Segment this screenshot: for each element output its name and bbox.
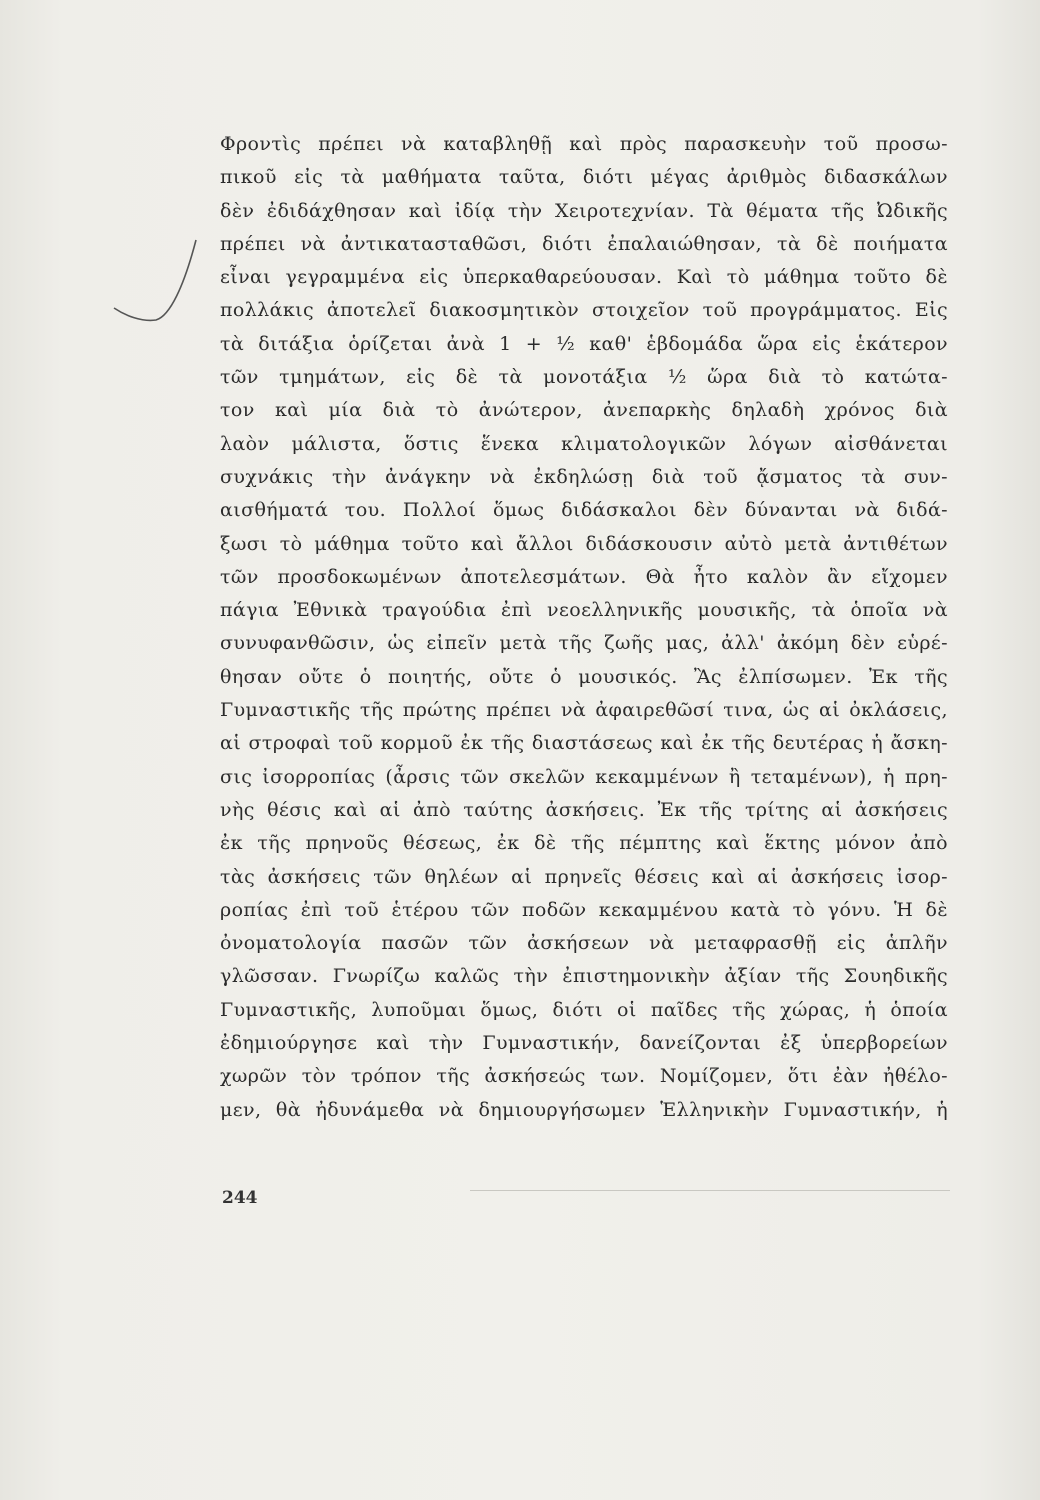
text-line: πρέπει νὰ ἀντικατασταθῶσι, διότι ἐπαλαιώθησαν, τὰ δὲ ποιήματα bbox=[220, 232, 948, 255]
text-line: ὀνοματολογία πασῶν τῶν ἀσκήσεων νὰ μεταφρασθῇ εἰς ἁπλῆν bbox=[220, 932, 948, 955]
pencil-check-mark bbox=[112, 236, 202, 326]
text-line: χωρῶν τὸν τρόπον τῆς ἀσκήσεώς των. Νομίζομεν, ὅτι ἐὰν ἠθέλο- bbox=[220, 1065, 948, 1088]
text-line: νὴς θέσις καὶ αἱ ἀπὸ ταύτης ἀσκήσεις. Ἐκ τῆς τρίτης αἱ ἀσκήσεις bbox=[220, 798, 948, 821]
pencil-underline bbox=[470, 1190, 950, 1191]
text-line: πικοῦ εἰς τὰ μαθήματα ταῦτα, διότι μέγας ἀριθμὸς διδασκάλων bbox=[220, 166, 948, 189]
page-number: 244 bbox=[222, 1188, 258, 1208]
text-line: αισθήματά του. Πολλοί ὅμως διδάσκαλοι δὲν δύνανται νὰ διδά- bbox=[220, 499, 948, 522]
text-line: συχνάκις τὴν ἀνάγκην νὰ ἐκδηλώσῃ διὰ τοῦ ᾄσματος τὰ συν- bbox=[220, 465, 948, 488]
body-text bbox=[220, 128, 948, 1127]
text-line: τὰς ἀσκήσεις τῶν θηλέων αἱ πρηνεῖς θέσεις καὶ αἱ ἀσκήσεις ἰσορ- bbox=[220, 865, 948, 888]
text-line: τῶν προσδοκωμένων ἀποτελεσμάτων. Θὰ ἦτο καλὸν ἂν εἴχομεν bbox=[220, 565, 948, 588]
text-line: συνυφανθῶσιν, ὡς εἰπεῖν μετὰ τῆς ζωῆς μας, ἀλλ' ἀκόμη δὲν εὑρέ- bbox=[220, 632, 948, 655]
text-line: αἱ στροφαὶ τοῦ κορμοῦ ἐκ τῆς διαστάσεως καὶ ἐκ τῆς δευτέρας ἡ ἄσκη- bbox=[220, 732, 948, 755]
text-line: ἐδημιούργησε καὶ τὴν Γυμναστικήν, δανείζονται ἐξ ὑπερβορείων bbox=[220, 1032, 948, 1055]
text-line: τον καὶ μία διὰ τὸ ἀνώτερον, ἀνεπαρκὴς δηλαδὴ χρόνος διὰ bbox=[220, 399, 948, 422]
text-line: Γυμναστικῆς τῆς πρώτης πρέπει νὰ ἀφαιρεθῶσί τινα, ὡς αἱ ὀκλάσεις, bbox=[220, 699, 948, 722]
text-line: Γυμναστικῆς, λυποῦμαι ὅμως, διότι οἱ παῖδες τῆς χώρας, ἡ ὁποία bbox=[220, 998, 948, 1021]
text-line: Φροντὶς πρέπει νὰ καταβληθῇ καὶ πρὸς παρασκευὴν τοῦ προσω- bbox=[220, 133, 948, 155]
text-line: πολλάκις ἀποτελεῖ διακοσμητικὸν στοιχεῖον τοῦ προγράμματος. Εἰς bbox=[220, 299, 948, 322]
text-line: τὰ διτάξια ὁρίζεται ἀνὰ 1 + ½ καθ' ἑβδομάδα ὥρα εἰς ἑκάτερον bbox=[220, 332, 948, 355]
text-line: τῶν τμημάτων, εἰς δὲ τὰ μονοτάξια ½ ὥρα διὰ τὸ κατώτα- bbox=[220, 366, 948, 389]
text-line: ἐκ τῆς πρηνοῦς θέσεως, ἐκ δὲ τῆς πέμπτης καὶ ἕκτης μόνον ἀπὸ bbox=[220, 832, 948, 855]
text-line: ξωσι τὸ μάθημα τοῦτο καὶ ἄλλοι διδάσκουσιν αὐτὸ μετὰ ἀντιθέτων bbox=[220, 532, 948, 555]
text-line: ροπίας ἐπὶ τοῦ ἑτέρου τῶν ποδῶν κεκαμμένου κατὰ τὸ γόνυ. Ἡ δὲ bbox=[220, 898, 948, 921]
text-line: εἶναι γεγραμμένα εἰς ὑπερκαθαρεύουσαν. Καὶ τὸ μάθημα τοῦτο δὲ bbox=[220, 266, 948, 289]
text-line: θησαν οὔτε ὁ ποιητής, οὔτε ὁ μουσικός. Ἂς ἐλπίσωμεν. Ἐκ τῆς bbox=[220, 665, 948, 688]
text-line: λαὸν μάλιστα, ὅστις ἕνεκα κλιματολογικῶν λόγων αἰσθάνεται bbox=[220, 432, 948, 455]
text-line: πάγια Ἐθνικὰ τραγούδια ἐπὶ νεοελληνικῆς μουσικῆς, τὰ ὁποῖα νὰ bbox=[220, 599, 948, 622]
text-line: γλῶσσαν. Γνωρίζω καλῶς τὴν ἐπιστημονικὴν ἀξίαν τῆς Σουηδικῆς bbox=[220, 965, 948, 988]
text-line: μεν, θὰ ἠδυνάμεθα νὰ δημιουργήσωμεν Ἑλληνικὴν Γυμναστικήν, ἡ bbox=[220, 1098, 948, 1121]
text-line: δὲν ἐδιδάχθησαν καὶ ἰδίᾳ τὴν Χειροτεχνίαν. Τὰ θέματα τῆς Ὠδικῆς bbox=[220, 199, 948, 222]
text-line: σις ἰσορροπίας (ἆρσις τῶν σκελῶν κεκαμμένων ἢ τεταμένων), ἡ πρη- bbox=[220, 765, 948, 788]
